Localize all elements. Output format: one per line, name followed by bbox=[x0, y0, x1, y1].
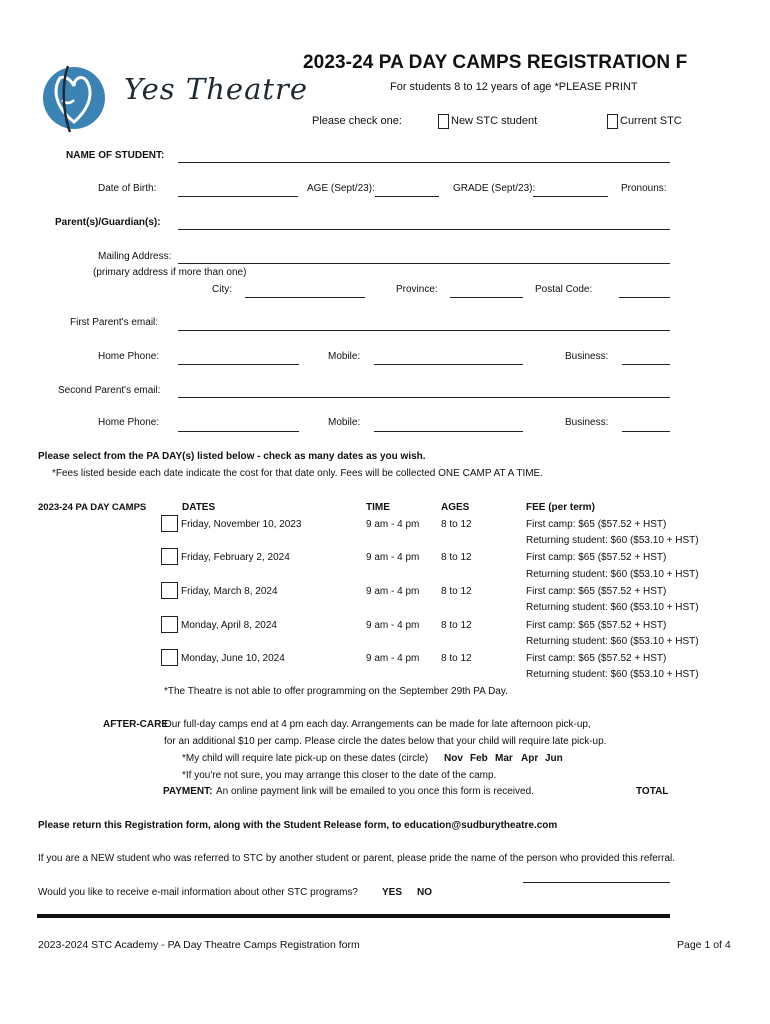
second-email-label: Second Parent's email: bbox=[58, 385, 161, 396]
col-time: TIME bbox=[366, 502, 390, 513]
province-label: Province: bbox=[396, 284, 438, 295]
month-apr[interactable]: Apr bbox=[521, 753, 539, 764]
camp-time: 9 am - 4 pm bbox=[366, 653, 420, 664]
business-label-2: Business: bbox=[565, 417, 609, 428]
camp-fee-first: First camp: $65 ($57.52 + HST) bbox=[526, 519, 667, 530]
camp-fee-first: First camp: $65 ($57.52 + HST) bbox=[526, 552, 667, 563]
home-phone-field-2[interactable] bbox=[178, 431, 299, 432]
postal-field[interactable] bbox=[619, 297, 670, 298]
footer-doc-name: 2023-2024 STC Academy - PA Day Theatre Camps Registration form bbox=[38, 939, 360, 951]
guardian-label: Parent(s)/Guardian(s): bbox=[55, 217, 161, 228]
footer-page-number: Page 1 of 4 bbox=[677, 939, 731, 951]
return-instruction: Please return this Registration form, along with the Student Release form, to education@sudburytheatre.com bbox=[38, 820, 558, 831]
camp-fee-returning: Returning student: $60 ($53.10 + HST) bbox=[526, 535, 699, 546]
camp-time: 9 am - 4 pm bbox=[366, 586, 420, 597]
business-label-1: Business: bbox=[565, 351, 609, 362]
col-dates: DATES bbox=[182, 502, 216, 513]
student-name-label: NAME OF STUDENT: bbox=[66, 150, 165, 161]
mailing-label: Mailing Address: bbox=[98, 251, 172, 262]
dob-field[interactable] bbox=[178, 196, 298, 197]
first-email-label: First Parent's email: bbox=[70, 317, 159, 328]
camp-fee-first: First camp: $65 ($57.52 + HST) bbox=[526, 653, 667, 664]
new-student-label: New STC student bbox=[451, 115, 538, 127]
camp-fee-returning: Returning student: $60 ($53.10 + HST) bbox=[526, 602, 699, 613]
camp-date: Monday, April 8, 2024 bbox=[181, 620, 277, 631]
current-student-label: Current STC bbox=[620, 115, 682, 127]
home-phone-label-2: Home Phone: bbox=[98, 417, 160, 428]
month-nov[interactable]: Nov bbox=[444, 753, 463, 764]
grade-label: GRADE (Sept/23): bbox=[453, 183, 536, 194]
email-question: Would you like to receive e-mail information about other STC programs? bbox=[38, 887, 358, 898]
referral-field[interactable] bbox=[523, 882, 670, 883]
camp-ages: 8 to 12 bbox=[441, 552, 472, 563]
current-student-checkbox[interactable] bbox=[607, 114, 618, 129]
pronouns-label: Pronouns: bbox=[621, 183, 667, 194]
dob-label: Date of Birth: bbox=[98, 183, 157, 194]
province-field[interactable] bbox=[450, 297, 523, 298]
payment-label: PAYMENT: bbox=[163, 786, 213, 797]
mailing-note: (primary address if more than one) bbox=[93, 267, 247, 278]
new-student-checkbox[interactable] bbox=[438, 114, 449, 129]
camp-time: 9 am - 4 pm bbox=[366, 552, 420, 563]
aftercare-label: AFTER-CARE bbox=[103, 719, 168, 730]
camps-note: *The Theatre is not able to offer programming on the September 29th PA Day. bbox=[164, 686, 508, 697]
page-title: 2023-24 PA DAY CAMPS REGISTRATION F bbox=[303, 52, 688, 73]
home-phone-label-1: Home Phone: bbox=[98, 351, 160, 362]
camp-checkbox[interactable] bbox=[161, 515, 178, 532]
age-label: AGE (Sept/23): bbox=[307, 183, 375, 194]
camp-date: Friday, November 10, 2023 bbox=[181, 519, 302, 530]
first-email-field[interactable] bbox=[178, 330, 670, 331]
camp-ages: 8 to 12 bbox=[441, 620, 472, 631]
payment-text: An online payment link will be emailed to you once this form is received. bbox=[216, 786, 534, 797]
camp-fee-returning: Returning student: $60 ($53.10 + HST) bbox=[526, 636, 699, 647]
logo-wordmark: Yes Theatre bbox=[124, 72, 309, 106]
col-ages: AGES bbox=[441, 502, 470, 513]
mailing-field[interactable] bbox=[178, 263, 670, 264]
camp-time: 9 am - 4 pm bbox=[366, 519, 420, 530]
home-phone-field-1[interactable] bbox=[178, 364, 299, 365]
aftercare-line4: *If you're not sure, you may arrange this closer to the date of the camp. bbox=[182, 770, 497, 781]
second-email-field[interactable] bbox=[178, 397, 670, 398]
grade-field[interactable] bbox=[533, 196, 608, 197]
camp-checkbox[interactable] bbox=[161, 616, 178, 633]
month-feb[interactable]: Feb bbox=[470, 753, 488, 764]
mobile-label-1: Mobile: bbox=[328, 351, 361, 362]
mobile-field-1[interactable] bbox=[374, 364, 523, 365]
total-label: TOTAL bbox=[636, 786, 669, 797]
select-instruction: Please select from the PA DAY(s) listed below - check as many dates as you wish. bbox=[38, 451, 426, 462]
guardian-field[interactable] bbox=[178, 229, 670, 230]
subtitle: For students 8 to 12 years of age *PLEASE PRINT bbox=[390, 81, 638, 93]
city-label: City: bbox=[212, 284, 232, 295]
month-jun[interactable]: Jun bbox=[545, 753, 563, 764]
camp-fee-returning: Returning student: $60 ($53.10 + HST) bbox=[526, 669, 699, 680]
business-field-1[interactable] bbox=[622, 364, 670, 365]
aftercare-line3: *My child will require late pick-up on these dates (circle) bbox=[182, 753, 429, 764]
camp-checkbox[interactable] bbox=[161, 649, 178, 666]
email-no-option[interactable]: NO bbox=[417, 887, 432, 898]
logo bbox=[40, 60, 309, 138]
camp-checkbox[interactable] bbox=[161, 582, 178, 599]
camp-fee-first: First camp: $65 ($57.52 + HST) bbox=[526, 620, 667, 631]
fees-note: *Fees listed beside each date indicate the cost for that date only. Fees will be collected ONE CAMP AT A TIME. bbox=[52, 468, 543, 479]
camp-ages: 8 to 12 bbox=[441, 586, 472, 597]
camp-fee-first: First camp: $65 ($57.52 + HST) bbox=[526, 586, 667, 597]
mobile-field-2[interactable] bbox=[374, 431, 523, 432]
student-name-field[interactable] bbox=[178, 162, 670, 163]
camp-date: Monday, June 10, 2024 bbox=[181, 653, 285, 664]
section-divider bbox=[37, 914, 670, 918]
camp-checkbox[interactable] bbox=[161, 548, 178, 565]
age-field[interactable] bbox=[375, 196, 439, 197]
camp-ages: 8 to 12 bbox=[441, 519, 472, 530]
postal-label: Postal Code: bbox=[535, 284, 593, 295]
check-prompt: Please check one: bbox=[312, 115, 402, 127]
business-field-2[interactable] bbox=[622, 431, 670, 432]
city-field[interactable] bbox=[245, 297, 365, 298]
mobile-label-2: Mobile: bbox=[328, 417, 361, 428]
camp-time: 9 am - 4 pm bbox=[366, 620, 420, 631]
aftercare-line2: for an additional $10 per camp. Please circle the dates below that your child will require late pick-up. bbox=[164, 736, 607, 747]
col-fee: FEE (per term) bbox=[526, 502, 595, 513]
heart-mask-icon bbox=[40, 60, 110, 135]
camp-date: Friday, March 8, 2024 bbox=[181, 586, 278, 597]
camp-ages: 8 to 12 bbox=[441, 653, 472, 664]
camps-section-label: 2023-24 PA DAY CAMPS bbox=[38, 502, 147, 513]
camp-date: Friday, February 2, 2024 bbox=[181, 552, 290, 563]
month-mar[interactable]: Mar bbox=[495, 753, 513, 764]
referral-text: If you are a NEW student who was referred to STC by another student or parent, please pride the name of the person who provided this referral. bbox=[38, 853, 676, 864]
camp-fee-returning: Returning student: $60 ($53.10 + HST) bbox=[526, 569, 699, 580]
aftercare-line1: Our full-day camps end at 4 pm each day. Arrangements can be made for late afternoon pick-up, bbox=[164, 719, 591, 730]
email-yes-option[interactable]: YES bbox=[382, 887, 403, 898]
